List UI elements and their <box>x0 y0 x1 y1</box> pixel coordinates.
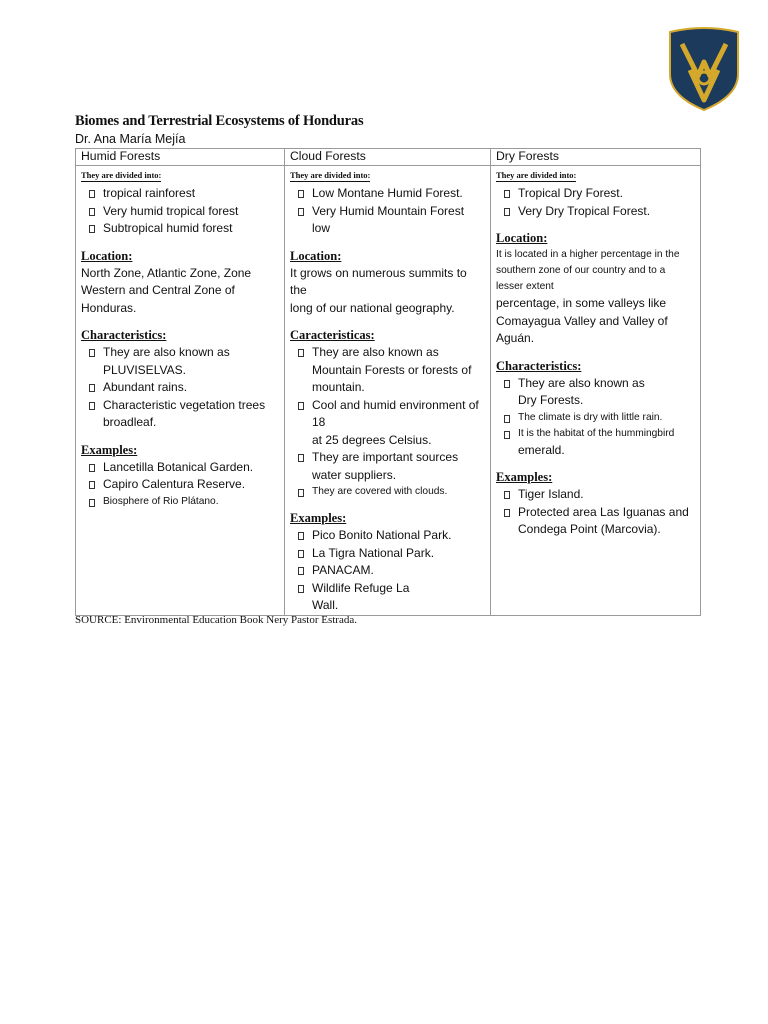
checkbox-bullet-icon <box>298 454 304 462</box>
checkbox-bullet-icon <box>298 585 304 593</box>
example-item-text: Capiro Calentura Reserve. <box>103 477 246 491</box>
example-item-text: Lancetilla Botanical Garden. <box>103 459 254 474</box>
checkbox-bullet-icon <box>298 402 304 410</box>
table-body-row <box>76 166 701 616</box>
example-item-text: La Tigra National Park. <box>312 545 435 560</box>
checkbox-bullet-icon <box>89 402 95 410</box>
forest-type-item-text: tropical rainforest <box>103 186 196 200</box>
example-item <box>290 545 485 563</box>
forest-type-item <box>81 185 279 203</box>
examples-heading: Examples: <box>496 470 553 484</box>
characteristic-item <box>81 344 279 379</box>
forest-type-item-list <box>496 185 695 220</box>
characteristic-item <box>81 397 279 432</box>
document-title: Biomes and Terrestrial Ecosystems of Honduras <box>75 113 364 129</box>
column-header: Dry Forests <box>491 149 701 166</box>
checkbox-bullet-icon <box>89 499 95 507</box>
characteristic-item-text: Abundant rains. <box>103 380 188 394</box>
characteristics-heading: Characteristics: <box>81 328 167 342</box>
forest-type-item-text: Tropical Dry Forest. <box>518 186 623 200</box>
divided-into-label: They are divided into: <box>290 170 371 180</box>
example-item <box>290 527 485 545</box>
divided-into-label: They are divided into: <box>496 170 577 180</box>
characteristic-item <box>496 442 695 460</box>
checkbox-bullet-icon <box>504 380 510 388</box>
characteristic-item-text: The climate is dry with little rain. <box>518 411 663 423</box>
forest-type-item <box>81 220 279 238</box>
example-item-text: Biosphere of Rio Plátano. <box>103 495 219 507</box>
forest-type-item-text: Subtropical humid forest <box>103 221 233 235</box>
checkbox-bullet-icon <box>298 208 304 216</box>
checkbox-bullet-icon <box>298 349 304 357</box>
dry-forests-cell <box>491 166 701 616</box>
characteristic-item <box>290 449 485 484</box>
forest-table <box>75 148 701 616</box>
example-item-list <box>290 527 485 615</box>
example-item-text: Tiger Island. <box>518 487 584 501</box>
characteristic-item <box>496 426 695 442</box>
characteristics-heading: Characteristics: <box>496 358 582 373</box>
checkbox-bullet-icon <box>89 464 95 472</box>
forest-type-item-list <box>81 185 279 238</box>
location-text: North Zone, Atlantic Zone, Zone Western and Central Zone of Honduras. <box>81 265 252 315</box>
example-item <box>290 580 485 615</box>
characteristic-item-list <box>496 375 695 460</box>
characteristic-item <box>496 375 695 410</box>
characteristic-item-text: They are important sources water suppliers. <box>312 450 459 482</box>
characteristic-item-text: emerald. <box>518 442 565 457</box>
checkbox-bullet-icon <box>89 481 95 489</box>
checkbox-bullet-icon <box>298 550 304 558</box>
characteristic-item-list <box>81 344 279 432</box>
characteristic-item <box>290 484 485 500</box>
example-item <box>81 494 279 510</box>
forest-type-item <box>290 185 485 203</box>
example-item <box>81 459 279 477</box>
forest-type-item <box>496 185 695 203</box>
example-item-text: PANACAM. <box>312 563 374 577</box>
forest-type-item <box>496 203 695 221</box>
location-heading: Location: <box>290 248 342 263</box>
examples-heading: Examples: <box>81 442 138 457</box>
characteristic-item-text: It is the habitat of the hummingbird <box>518 427 675 439</box>
divided-into-label: They are divided into: <box>81 170 162 180</box>
characteristic-item-text: They are also known as Dry Forests. <box>518 375 645 407</box>
forest-type-item-text: Very Dry Tropical Forest. <box>518 203 651 218</box>
example-item-text: Wildlife Refuge La Wall. <box>312 580 410 612</box>
forest-type-item-text: Low Montane Humid Forest. <box>312 186 463 200</box>
checkbox-bullet-icon <box>298 567 304 575</box>
example-item-text: Protected area Las Iguanas and Condega Point (Marcovia). <box>518 504 689 536</box>
checkbox-bullet-icon <box>89 190 95 198</box>
example-item <box>496 486 695 504</box>
characteristic-item <box>81 379 279 397</box>
crest-logo <box>666 26 742 112</box>
forest-type-item-text: Very Humid Mountain Forest low <box>312 203 465 235</box>
example-item <box>496 504 695 539</box>
examples-heading: Examples: <box>290 511 347 525</box>
characteristic-item-text: They are covered with clouds. <box>312 486 448 497</box>
characteristic-item <box>496 410 695 426</box>
characteristic-item-text: Cool and humid environment of 18 at 25 degrees Celsius. <box>312 397 479 447</box>
characteristic-item-text: They are also known as PLUVISELVAS. <box>103 345 230 377</box>
characteristics-heading: Caracteristicas: <box>290 328 375 342</box>
checkbox-bullet-icon <box>89 208 95 216</box>
forest-type-item-text: Very humid tropical forest <box>103 203 239 218</box>
location-heading: Location: <box>81 248 133 263</box>
location-text: It is located in a higher percentage in the southern zone of our country and to a lesser extent <box>496 249 680 292</box>
checkbox-bullet-icon <box>504 415 510 423</box>
characteristic-item-list <box>290 344 485 500</box>
forest-type-item <box>290 203 485 238</box>
location-text: It grows on numerous summits to the long of our national geography. <box>290 265 467 315</box>
characteristic-item-text: Characteristic vegetation trees broadleaf. <box>103 397 266 429</box>
checkbox-bullet-icon <box>504 491 510 499</box>
checkbox-bullet-icon <box>298 190 304 198</box>
humid-forests-cell <box>76 166 285 616</box>
author-name: Dr. Ana María Mejía <box>75 132 186 146</box>
checkbox-bullet-icon <box>504 509 510 517</box>
checkbox-bullet-icon <box>504 431 510 439</box>
table-header-row <box>76 149 701 166</box>
checkbox-bullet-icon <box>298 532 304 540</box>
forest-type-item <box>81 203 279 221</box>
checkbox-bullet-icon <box>89 225 95 233</box>
cloud-forests-cell <box>285 166 491 616</box>
checkbox-bullet-icon <box>89 384 95 392</box>
location-text: percentage, in some valleys like Comayagua Valley and Valley of Aguán. <box>496 296 668 345</box>
characteristic-item <box>290 344 485 397</box>
checkbox-bullet-icon <box>504 190 510 198</box>
example-item-list <box>81 459 279 510</box>
forest-type-item-list <box>290 185 485 238</box>
checkbox-bullet-icon <box>298 489 304 497</box>
example-item-text: Pico Bonito National Park. <box>312 528 452 542</box>
checkbox-bullet-icon <box>89 349 95 357</box>
example-item-list <box>496 486 695 539</box>
location-heading: Location: <box>496 231 548 245</box>
checkbox-bullet-icon <box>504 208 510 216</box>
source-note: SOURCE: Environmental Education Book Nery Pastor Estrada. <box>75 614 357 626</box>
column-header: Humid Forests <box>76 149 285 166</box>
example-item <box>81 476 279 494</box>
example-item <box>290 562 485 580</box>
column-header: Cloud Forests <box>285 149 491 166</box>
characteristic-item-text: They are also known as Mountain Forests or forests of mountain. <box>312 345 472 394</box>
characteristic-item <box>290 397 485 450</box>
